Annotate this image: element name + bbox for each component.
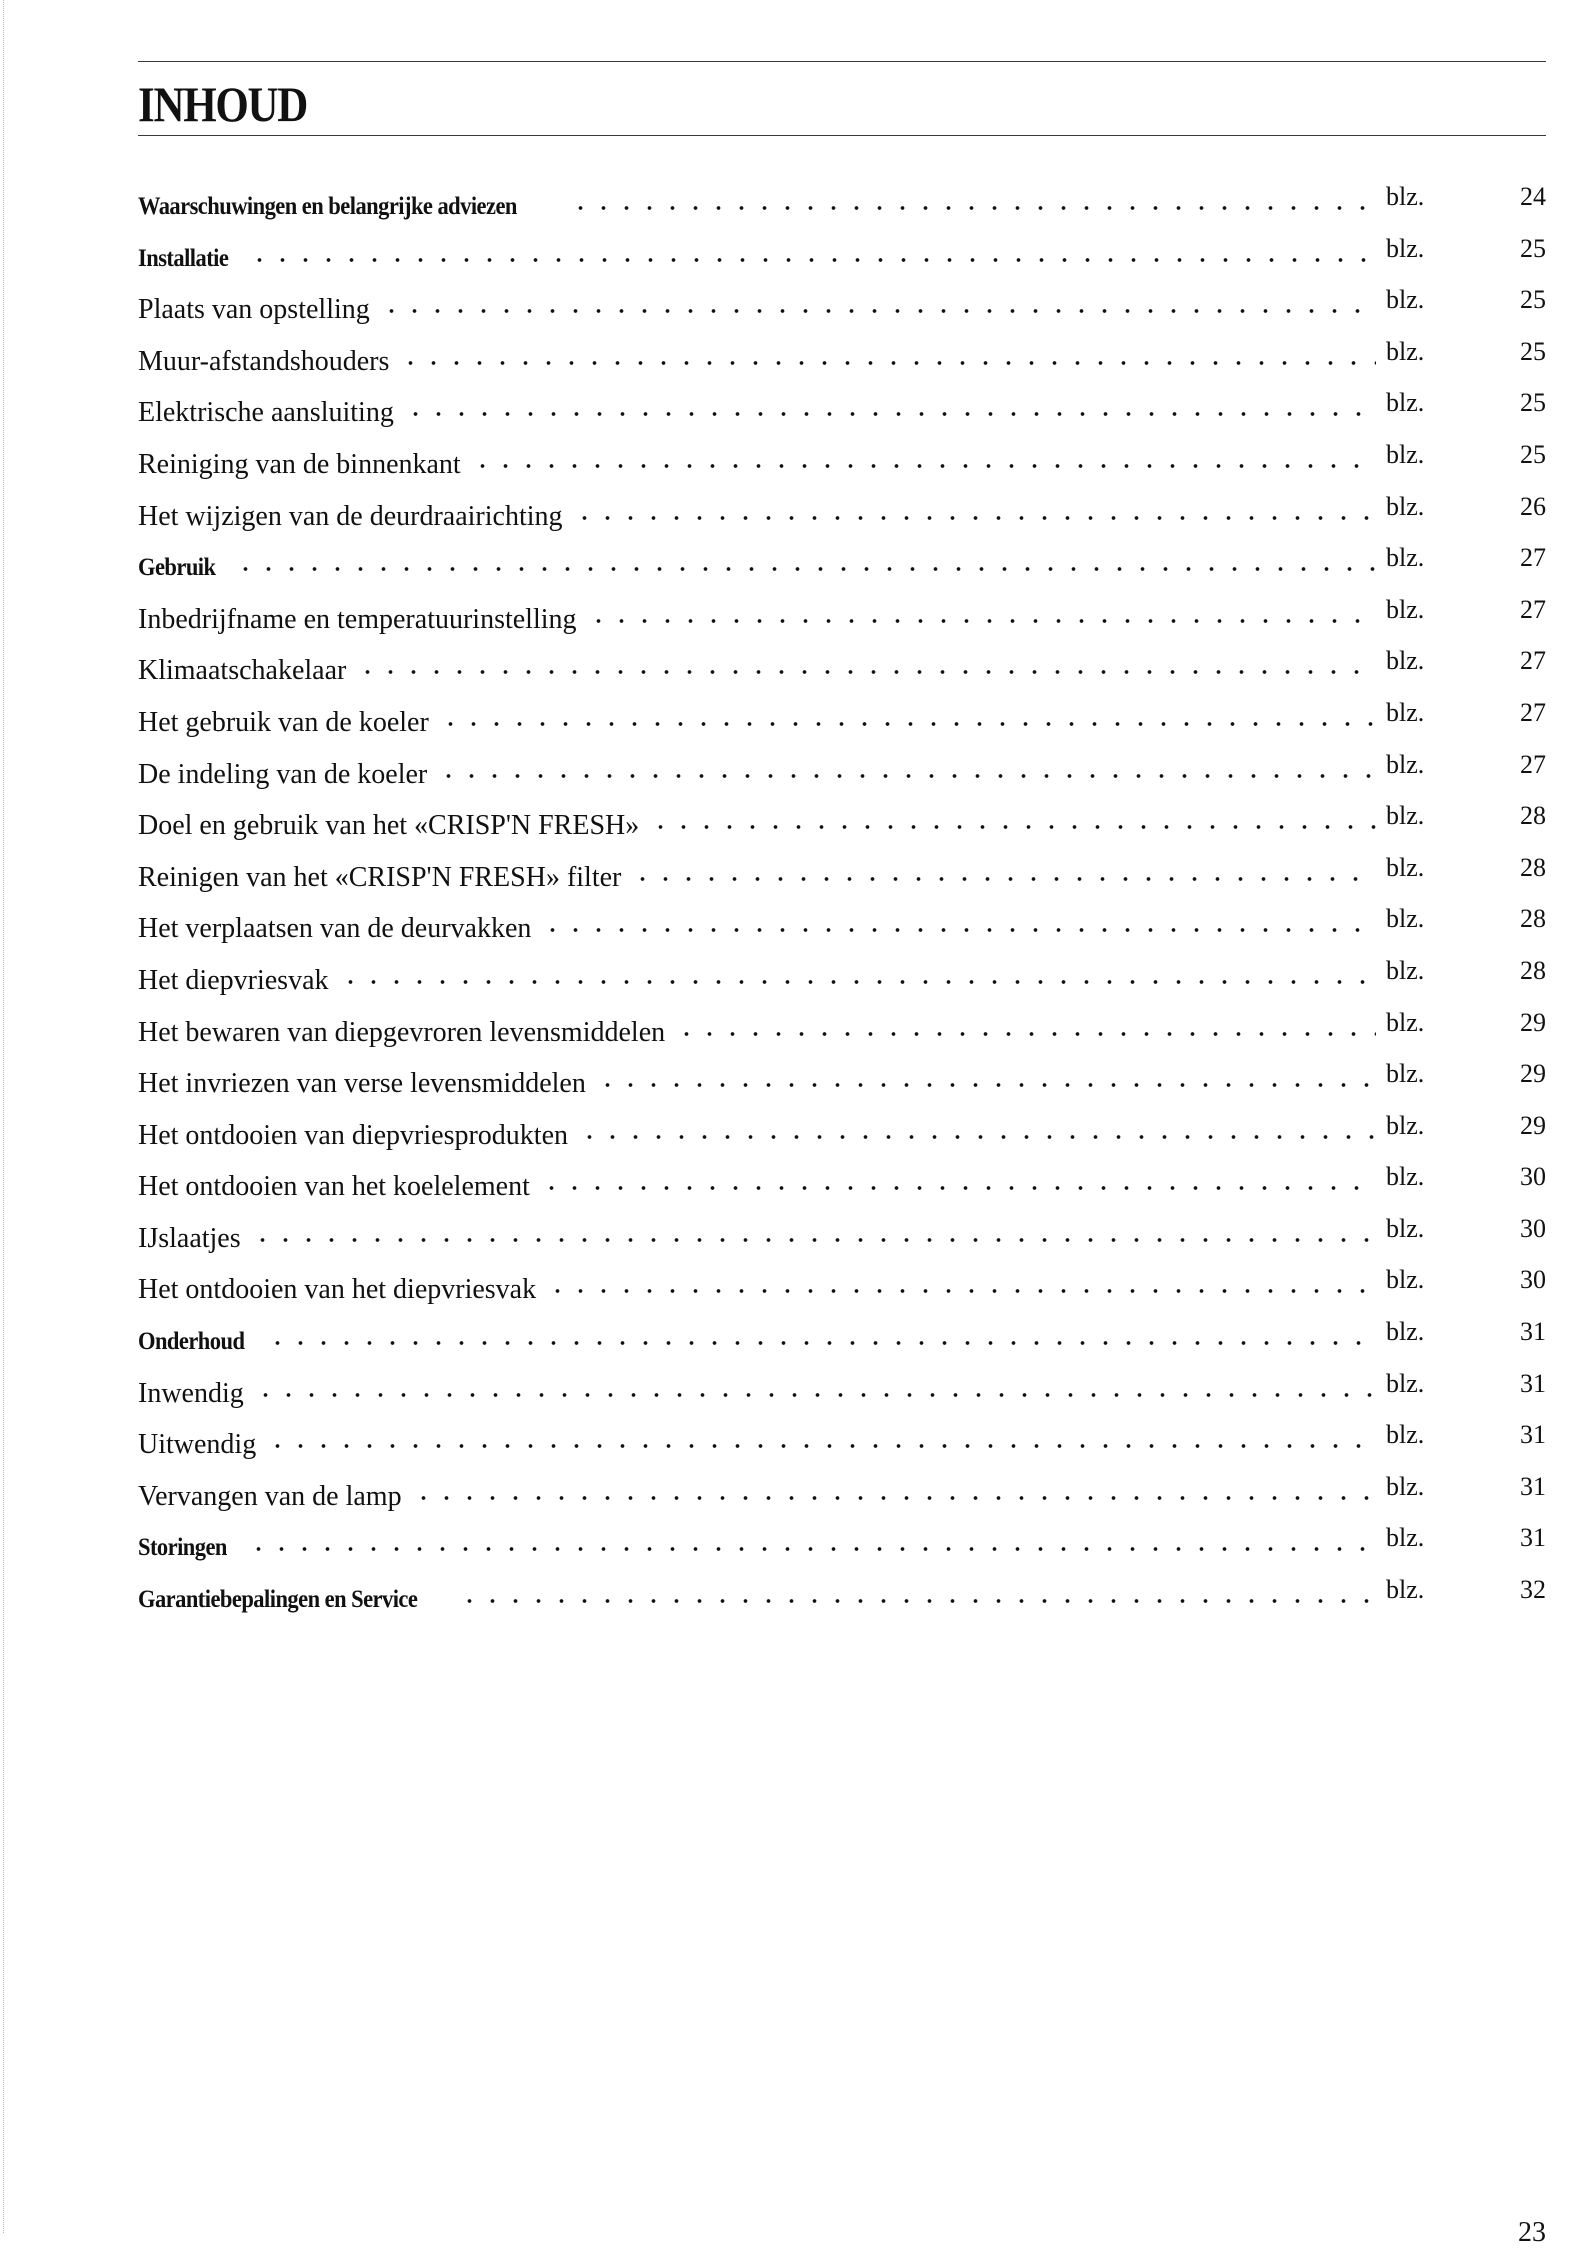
toc-entry-blz: blz. [1386,233,1425,263]
dot-leader [546,1289,1376,1293]
dot-leader [254,1393,1376,1397]
dot-leader [380,309,1376,313]
toc-entry [138,545,1546,597]
dot-leader [266,1444,1376,1448]
toc-entry-label: Klimaatschakelaar [138,655,347,687]
toc-entry [138,749,1546,804]
toc-entry-label: IJslaatjes [138,1222,241,1254]
dot-leader [439,722,1376,726]
toc-entry-page: 32 [1520,1575,1546,1605]
dot-leader [540,1186,1376,1190]
toc-entry-page: 28 [1520,801,1546,831]
toc-entry-page: 30 [1520,1265,1546,1295]
toc-entry-blz: blz. [1386,1213,1425,1243]
toc-entry-page: 25 [1520,388,1546,418]
dot-leader [649,825,1376,829]
toc-entry-page: 29 [1520,1007,1546,1037]
toc-entry-blz: blz. [1386,1317,1425,1347]
toc-entry-blz: blz. [1386,1162,1425,1192]
toc-entry-page: 30 [1520,1213,1546,1243]
dot-leader [596,1083,1376,1087]
dot-leader [573,516,1377,520]
toc-entry [138,1368,1546,1423]
toc-entry [138,336,1546,391]
dot-leader [458,1599,1376,1603]
toc-entry-label: Garantiebepalingen en Service [138,1586,418,1614]
toc-entry-label: Reinigen van het «CRISP'N FRESH» filter [138,861,622,893]
toc-entry-blz: blz. [1386,1368,1425,1398]
toc-entry-label: Inwendig [138,1377,244,1409]
toc-entry-blz: blz. [1386,904,1425,934]
toc-entry-blz: blz. [1386,1471,1425,1501]
toc-entry-blz: blz. [1386,1059,1425,1089]
toc-entry-page: 24 [1520,182,1546,211]
toc-entry-page: 27 [1520,646,1546,676]
toc-entry-page: 26 [1520,491,1546,521]
toc-entry-label: Inbedrijfname en temperatuurinstelling [138,603,577,635]
title-rule-bottom [138,135,1546,136]
toc-entry-label: Reiniging van de binnenkant [138,448,461,480]
toc-entry-label: Het wijzigen van de deurdraairichting [138,500,563,532]
toc-entry-label: Storingen [138,1534,227,1562]
dot-leader [631,877,1376,881]
toc-entry [138,803,1546,855]
toc-entry-page: 27 [1520,749,1546,779]
toc-entry-page: 29 [1520,1110,1546,1140]
dot-leader [404,412,1376,416]
toc-entry-blz: blz. [1386,646,1425,676]
dot-leader [399,361,1376,365]
toc-entry-label: De indeling van de koeler [138,758,428,790]
toc-entry [138,390,1546,442]
toc-entry [138,906,1546,958]
toc-entry [138,1319,1546,1371]
toc-entry-label: Het ontdooien van het koelelement [138,1171,530,1203]
toc-entry-page: 25 [1520,285,1546,315]
toc-entry-label: Het invriezen van verse levensmiddelen [138,1068,586,1100]
toc-entry [138,491,1546,546]
dot-leader [251,1238,1376,1242]
toc-entry [138,1007,1546,1062]
toc-entry-blz: blz. [1386,1420,1425,1450]
toc-entry-label: Gebruik [138,554,216,582]
toc-entry-label: Plaats van opstelling [138,294,370,326]
toc-entry-page: 25 [1520,233,1546,263]
toc-entry-blz: blz. [1386,182,1425,211]
toc-entry-blz: blz. [1386,439,1425,469]
toc-entry [138,233,1546,288]
toc-entry-page: 25 [1520,439,1546,469]
toc-entry [138,697,1546,752]
dot-leader [248,258,1376,262]
toc-entry-page: 28 [1520,904,1546,934]
dot-leader [247,1547,1376,1551]
toc-entry-page: 29 [1520,1059,1546,1089]
toc-entry-label: Het diepvriesvak [138,964,329,996]
toc-entry [138,1213,1546,1268]
dot-leader [578,1135,1376,1139]
toc-entry-label: Het ontdooien van diepvriesprodukten [138,1119,569,1151]
corner-page-number: 23 [1518,2217,1546,2248]
toc-entry-label: Elektrische aansluiting [138,397,394,429]
toc-entry-blz: blz. [1386,749,1425,779]
toc-entry-label: Vervangen van de lamp [138,1480,402,1512]
dot-leader [569,206,1376,210]
toc-entry-blz: blz. [1386,1110,1425,1140]
dot-leader [339,980,1377,984]
toc-entry-page: 31 [1520,1471,1546,1501]
toc-entry-blz: blz. [1386,491,1425,521]
toc-entry-label: Installatie [138,244,229,272]
toc-entry [138,439,1546,494]
toc-entry-blz: blz. [1386,594,1425,624]
toc-entry-blz: blz. [1386,955,1425,985]
toc-entry-label: Het bewaren van diepgevroren levensmiddelen [138,1016,666,1048]
toc-entry [138,1110,1546,1165]
toc-entry-label: Het gebruik van de koeler [138,706,429,738]
toc-entry-blz: blz. [1386,336,1425,366]
toc-entry-page: 25 [1520,336,1546,366]
toc-entry [138,1525,1546,1577]
toc-entry-page: 28 [1520,955,1546,985]
dot-leader [541,928,1376,932]
toc-entry-blz: blz. [1386,1007,1425,1037]
toc-entry-label: Uitwendig [138,1429,257,1461]
toc-entry [138,1577,1546,1629]
toc-entry-label: Het ontdooien van het diepvriesvak [138,1274,537,1306]
toc-entry [138,1471,1546,1526]
toc-entry-page: 31 [1520,1317,1546,1347]
page-title: INHOUD [138,76,308,132]
toc-entry-label: Waarschuwingen en belangrijke adviezen [138,193,517,220]
toc-entry-page: 31 [1520,1420,1546,1450]
toc-entry-page: 30 [1520,1162,1546,1192]
toc-entry-blz: blz. [1386,1265,1425,1295]
toc-entry-blz: blz. [1386,285,1425,315]
toc-entry [138,955,1546,1010]
table-of-contents [138,184,1546,1629]
dot-leader [234,567,1376,571]
dot-leader [356,670,1376,674]
dot-leader [587,619,1376,623]
page-edge-line [3,0,4,2233]
toc-entry-page: 27 [1520,543,1546,573]
toc-entry-label: Doel en gebruik van het «CRISP'N FRESH» [138,810,640,842]
toc-entry-page: 27 [1520,697,1546,727]
toc-entry-blz: blz. [1386,388,1425,418]
dot-leader [471,464,1376,468]
toc-entry [138,287,1546,339]
dot-leader [675,1032,1376,1036]
toc-entry-blz: blz. [1386,1575,1425,1605]
toc-entry [138,1164,1546,1216]
toc-entry-label: Onderhoud [138,1328,245,1356]
toc-entry-blz: blz. [1386,543,1425,573]
toc-entry-blz: blz. [1386,801,1425,831]
dot-leader [437,774,1376,778]
toc-entry [138,852,1546,907]
toc-entry-label: Muur-afstandshouders [138,345,390,377]
title-rule-top [138,61,1546,62]
toc-entry-page: 31 [1520,1523,1546,1553]
toc-entry [138,594,1546,649]
toc-entry [138,1267,1546,1319]
toc-entry [138,1061,1546,1113]
toc-entry-page: 28 [1520,852,1546,882]
toc-entry [138,648,1546,700]
toc-entry-blz: blz. [1386,697,1425,727]
toc-entry [138,184,1546,236]
toc-entry-label: Het verplaatsen van de deurvakken [138,913,532,945]
toc-entry-page: 27 [1520,594,1546,624]
dot-leader [412,1496,1376,1500]
toc-entry-blz: blz. [1386,1523,1425,1553]
toc-entry-blz: blz. [1386,852,1425,882]
toc-entry [138,1422,1546,1474]
dot-leader [266,1341,1376,1345]
toc-entry-page: 31 [1520,1368,1546,1398]
